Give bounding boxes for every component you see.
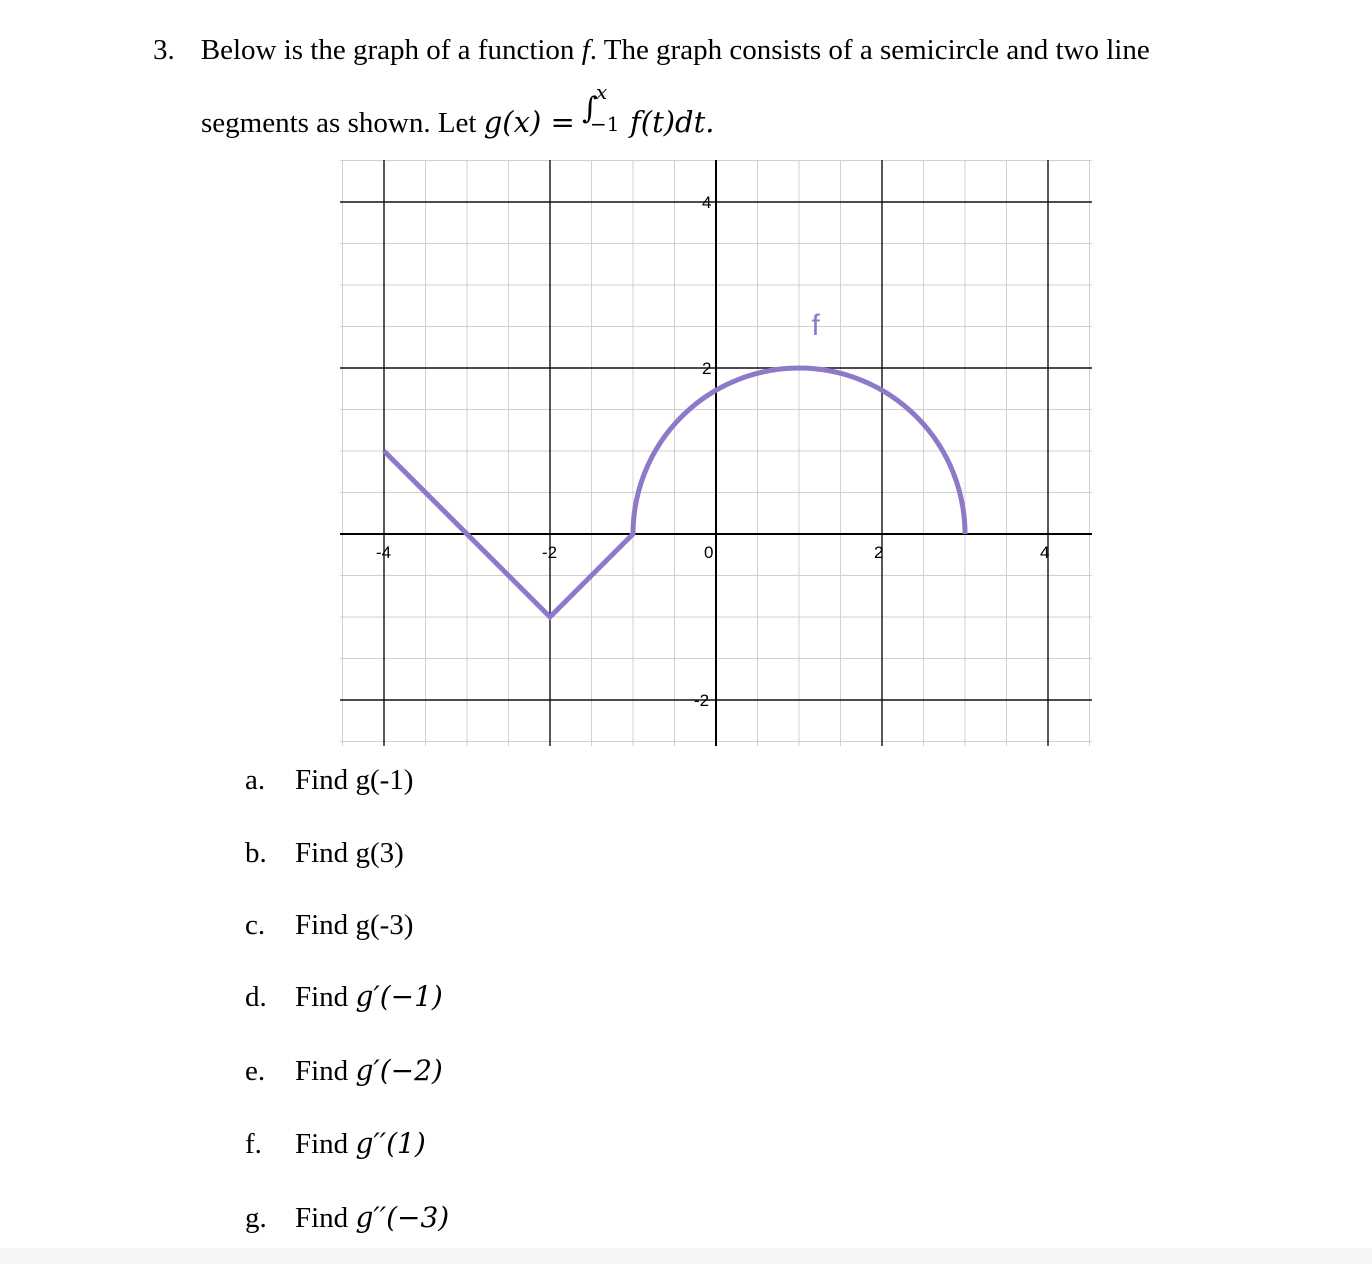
question-item	[245, 1201, 450, 1234]
x-tick-label: 0	[704, 543, 714, 562]
integral-upper-limit: x	[596, 80, 608, 104]
y-tick-label: 2	[702, 359, 712, 378]
question-item	[245, 1054, 443, 1087]
question-letter: b.	[245, 837, 267, 869]
question-expression: g(3)	[355, 837, 404, 869]
page-bottom-edge	[0, 1248, 1372, 1264]
graph-svg	[340, 160, 1092, 746]
question-item	[245, 911, 413, 940]
x-tick-label: -2	[542, 543, 558, 562]
problem-text-2: segments as shown. Let	[201, 107, 477, 139]
question-expression: g(-1)	[355, 764, 414, 796]
definition-lhs: g(x) =	[483, 105, 575, 139]
question-letter: e.	[245, 1055, 266, 1087]
question-prefix: Find	[295, 981, 356, 1013]
question-item	[245, 766, 413, 795]
question-letter: g.	[245, 1202, 267, 1234]
question-prefix: Find	[295, 837, 356, 869]
question-letter: f.	[245, 1128, 262, 1160]
question-letter: a.	[245, 764, 266, 796]
question-letter: d.	[245, 981, 267, 1013]
question-letter: c.	[245, 909, 266, 941]
question-prefix: Find	[295, 764, 356, 796]
problem-text-1: Below is the graph of a function	[200, 34, 575, 66]
problem-statement-line-1	[153, 36, 1150, 65]
question-item	[245, 980, 443, 1013]
function-graph	[340, 160, 1092, 746]
question-prefix: Find	[295, 909, 356, 941]
y-tick-label: -2	[694, 691, 710, 710]
question-expression: g′′(1)	[355, 1127, 426, 1160]
question-expression: g(-3)	[355, 909, 414, 941]
problem-statement-line-2	[201, 80, 715, 139]
question-prefix: Find	[295, 1055, 356, 1087]
question-prefix: Find	[295, 1202, 356, 1234]
question-item	[245, 1127, 426, 1160]
problem-text-1b: . The graph consists of a semicircle and two line	[589, 34, 1150, 66]
question-item	[245, 839, 404, 868]
integrand: f(t)dt.	[630, 105, 715, 139]
function-f-label: f	[811, 308, 820, 342]
y-tick-label: 4	[702, 193, 712, 212]
integral-lower-limit: −1	[590, 112, 620, 136]
integral-sign: ∫ x −1	[582, 80, 620, 136]
question-prefix: Find	[295, 1128, 356, 1160]
function-name: f	[581, 34, 590, 66]
x-tick-label: 2	[874, 543, 884, 562]
question-expression: g′(−1)	[355, 980, 443, 1013]
x-tick-label: 4	[1040, 543, 1050, 562]
question-expression: g′(−2)	[355, 1054, 443, 1087]
problem-number: 3.	[153, 34, 175, 66]
x-tick-label: -4	[376, 543, 392, 562]
question-expression: g′′(−3)	[355, 1201, 450, 1234]
